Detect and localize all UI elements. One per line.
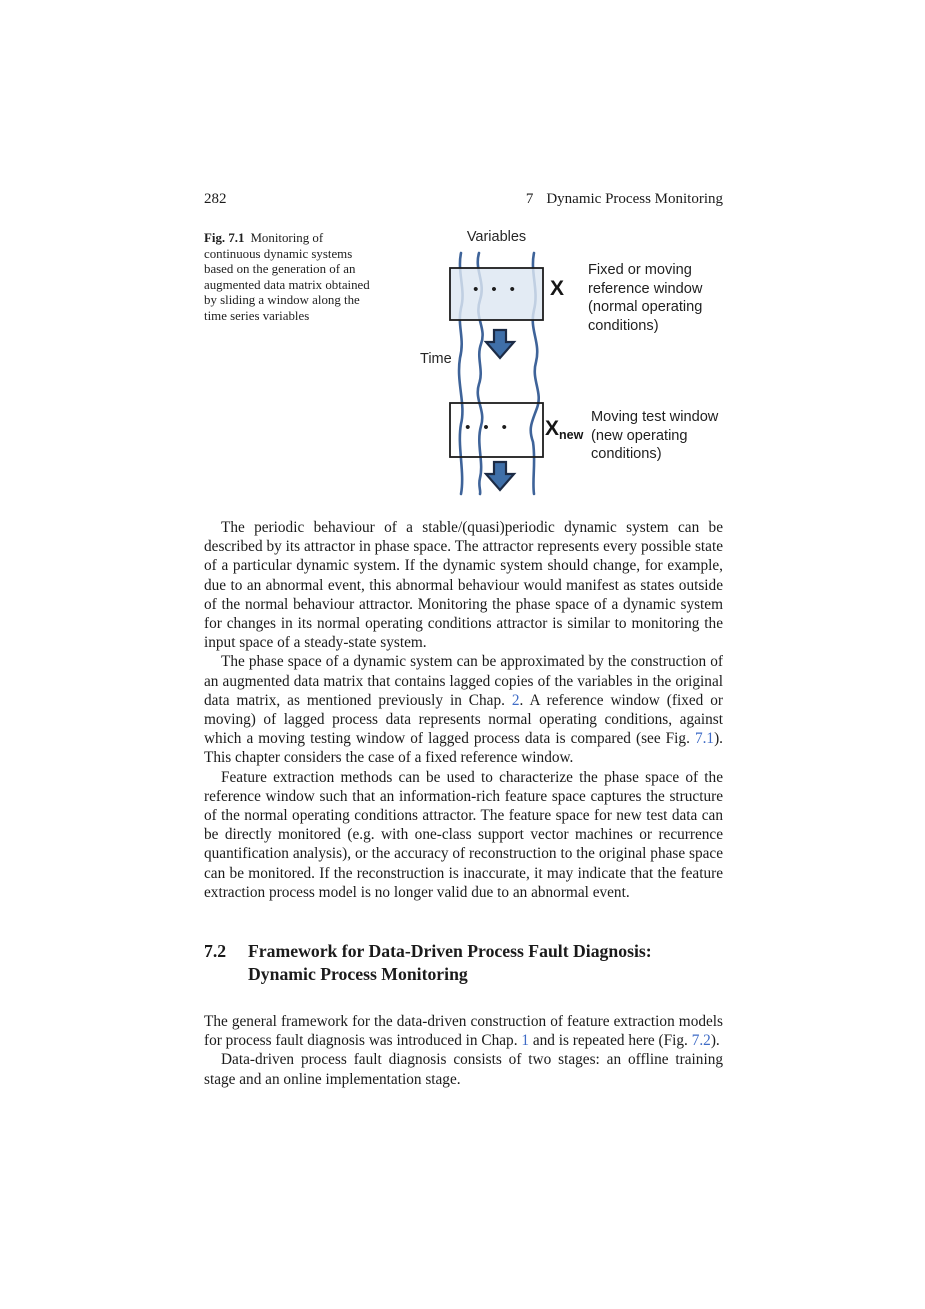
cross-reference-link[interactable]: 7.1 (694, 730, 715, 748)
time-axis-label: Time (420, 351, 452, 367)
paragraph (204, 1050, 723, 1088)
paragraph-group (204, 1012, 723, 1089)
section-title-line: Dynamic Process Monitoring (248, 963, 468, 984)
cross-reference-link[interactable]: 2 (511, 691, 520, 709)
figure-caption-text: Monitoring of continuous dynamic systems based on the generation of an augmented data matrix obtained by sliding a window along the time series variables (204, 231, 370, 323)
text-run: Feature extraction methods can be used to characterize the phase space of the reference window such that an information-rich feature space captures the structure of the normal operating conditions attractor. The feature space for new test data can be directly monitored (e.g. with one-class support vector machines or recurrence quantification analysis), or the accuracy of reconstruction to the original phase space can be monitored. If the reconstruction is inaccurate, it may indicate that the feature extraction process model is no longer valid due to an abnormal event. (204, 768, 723, 901)
reference-window-annotation: Fixed or moving reference window (normal operating conditions) (588, 262, 703, 334)
reference-matrix-symbol: X (550, 277, 565, 300)
body-text (204, 518, 723, 1089)
test-matrix-base: X (545, 417, 560, 440)
figure-diagram (420, 225, 725, 500)
text-run: and is repeated here (Fig. (529, 1032, 692, 1050)
section-title (248, 940, 652, 985)
paragraph (204, 518, 723, 652)
time-flow-arrow (486, 462, 514, 490)
time-flow-arrow (486, 330, 514, 358)
test-matrix-symbol (545, 417, 583, 442)
section-title-line: Framework for Data-Driven Process Fault Diagnosis: (248, 941, 652, 962)
text-run: ). (710, 1032, 720, 1050)
ellipsis-test-window: • • • (465, 419, 512, 436)
paragraph-group (204, 518, 723, 902)
chapter-title: Dynamic Process Monitoring (546, 191, 723, 207)
cross-reference-link[interactable]: 1 (521, 1032, 529, 1050)
page-number: 282 (204, 191, 227, 207)
text-run: The periodic behaviour of a stable/(quasi)periodic dynamic system can be described by its attractor in phase space. The attractor represents every possible state of a particular dynamic system. If the dynamic system should change, for example, due to an abnormal event, this abnormal behaviour would manifest as states outside of the normal behaviour attractor. Monitoring the phase space of a dynamic system for changes in its normal operating conditions attractor is similar to monitoring the input space of a steady-state system. (204, 519, 723, 652)
running-head (204, 191, 723, 208)
paragraph (204, 1012, 723, 1050)
section-heading (204, 940, 723, 985)
variables-axis-label: Variables (466, 229, 527, 245)
chapter-number: 7 (525, 191, 534, 207)
figure-caption (204, 231, 378, 325)
paragraph (204, 768, 723, 902)
running-head-chapter (526, 191, 723, 208)
test-matrix-subscript: new (559, 428, 584, 442)
cross-reference-link[interactable]: 7.2 (691, 1032, 711, 1050)
ellipsis-reference-window: • • • (473, 281, 520, 298)
paragraph (204, 652, 723, 767)
text-run: ). This chapter considers the case of a fixed reference window. (204, 730, 723, 767)
section-number: 7.2 (204, 941, 227, 962)
test-window-annotation: Moving test window (new operating conditions) (591, 409, 719, 462)
figure-caption-label: Fig. 7.1 (204, 231, 245, 245)
text-run: Data-driven process fault diagnosis consists of two stages: an offline training stage and an online implementation stage. (204, 1051, 723, 1088)
text-run: The general framework for the data-driven construction of feature extraction models for process fault diagnosis was introduced in Chap. (204, 1013, 723, 1050)
text-run: . A reference window (fixed or moving) of lagged process data represents normal operating conditions, against which a moving testing window of lagged process data is compared (see Fig. (204, 691, 723, 748)
text-run: The phase space of a dynamic system can be approximated by the construction of an augmented data matrix that contains lagged copies of the variables in the original data matrix, as mentioned previously in Chap. (204, 653, 723, 709)
